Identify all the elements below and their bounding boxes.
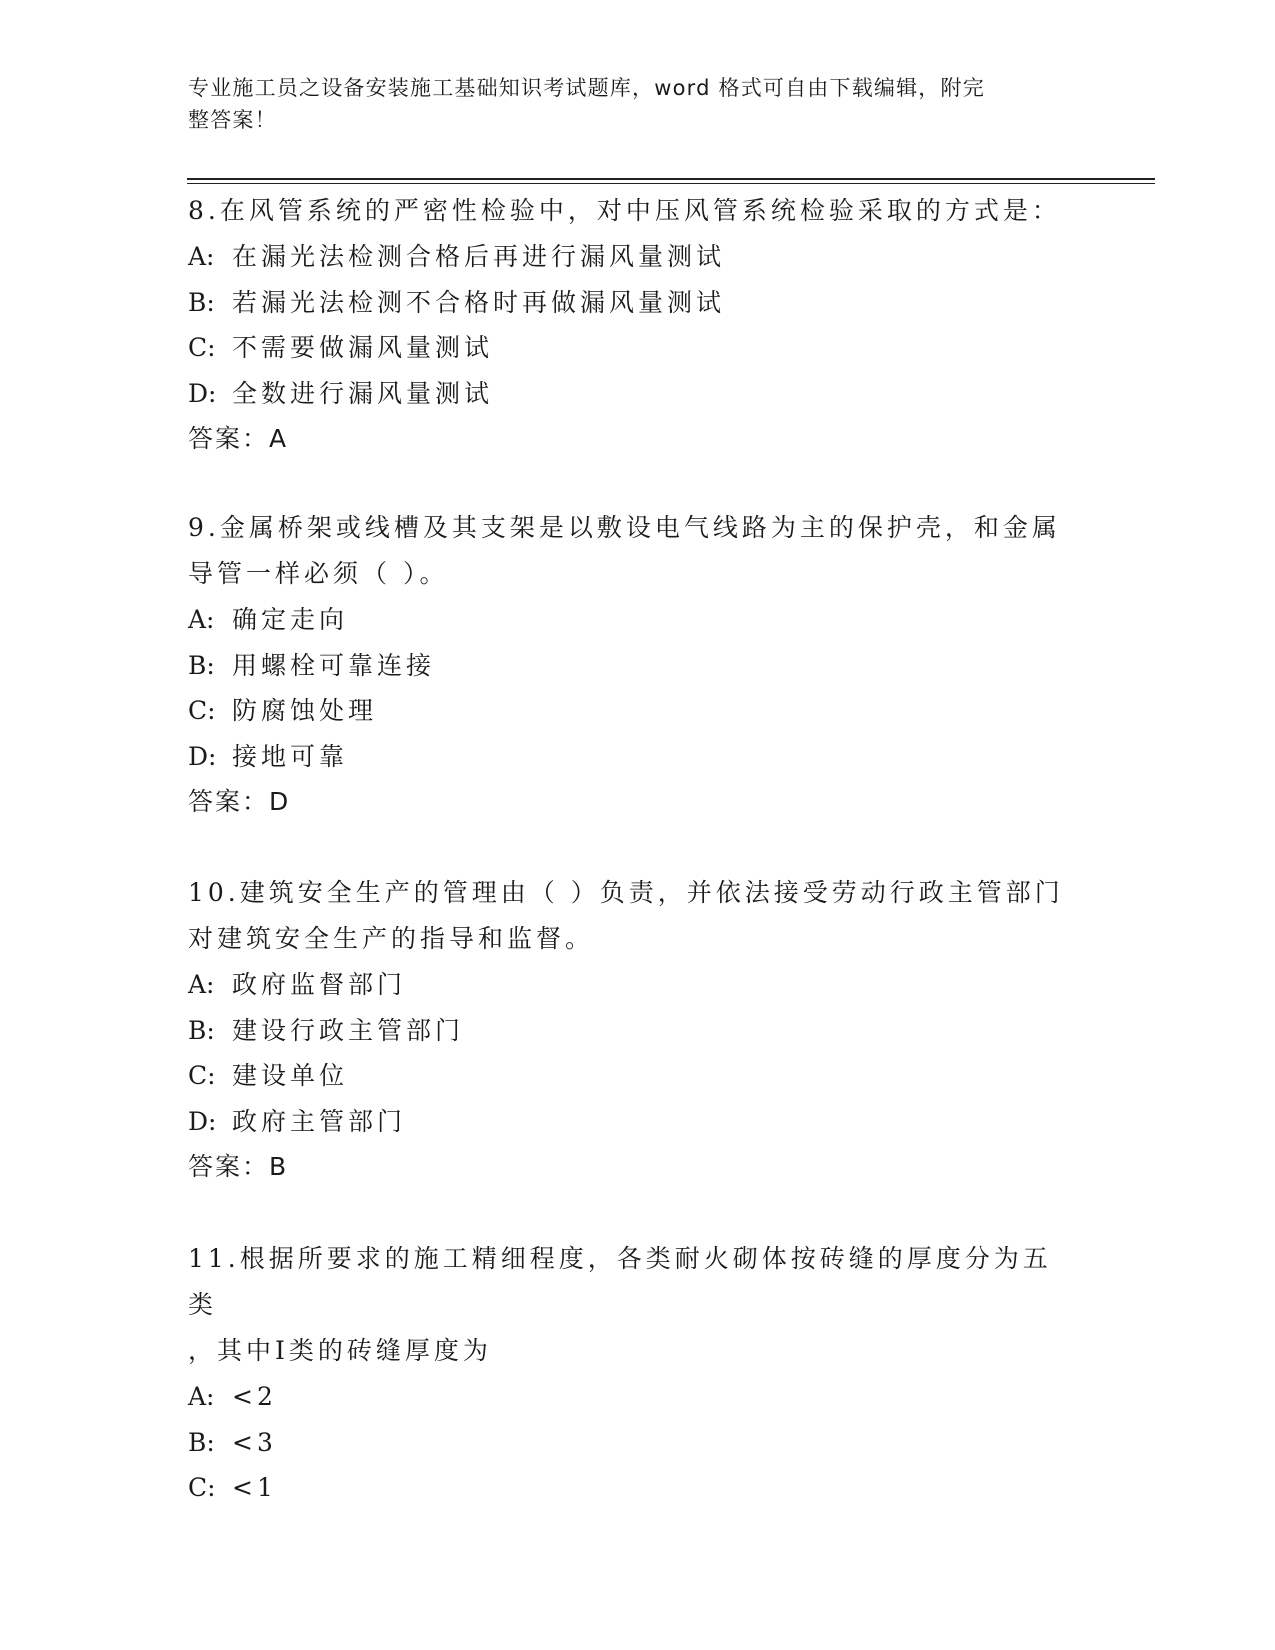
option-letter: C: bbox=[188, 1473, 216, 1502]
option-text: 若漏光法检测不合格时再做漏风量测试 bbox=[232, 287, 726, 317]
option-text: <1 bbox=[232, 1473, 277, 1502]
option-b bbox=[188, 643, 1078, 689]
option-d bbox=[188, 371, 1078, 417]
question-stem-line-2: 导管一样必须（ ）。 bbox=[188, 559, 449, 588]
option-letter: C: bbox=[188, 333, 216, 362]
option-text: 防腐蚀处理 bbox=[232, 696, 378, 725]
option-letter: A: bbox=[188, 1382, 215, 1411]
option-letter: A: bbox=[188, 970, 215, 999]
option-text: 全数进行漏风量测试 bbox=[232, 378, 494, 408]
option-b bbox=[188, 280, 1078, 326]
header-divider-thin bbox=[187, 183, 1155, 184]
option-letter: D: bbox=[188, 741, 217, 771]
option-a bbox=[188, 234, 1078, 280]
option-a bbox=[188, 962, 1078, 1008]
option-text: 建设单位 bbox=[232, 1061, 349, 1090]
answer-line: 答案：B bbox=[188, 1152, 289, 1181]
question-8 bbox=[188, 188, 1078, 462]
option-letter: D: bbox=[188, 1106, 217, 1136]
question-stem: 8.在风管系统的严密性检验中，对中压风管系统检验采取的方式是： bbox=[188, 196, 1061, 225]
answer-line: 答案：A bbox=[188, 424, 289, 453]
option-a bbox=[188, 597, 1078, 643]
header-line-2: 整答案！ bbox=[188, 108, 277, 132]
option-b bbox=[188, 1420, 1078, 1466]
option-letter: A: bbox=[188, 242, 215, 271]
option-b bbox=[188, 1008, 1078, 1054]
option-c bbox=[188, 1053, 1078, 1099]
option-text: 政府主管部门 bbox=[232, 1106, 407, 1136]
option-text: 建设行政主管部门 bbox=[232, 1015, 465, 1045]
option-text: 不需要做漏风量测试 bbox=[232, 333, 494, 362]
option-c bbox=[188, 688, 1078, 734]
question-stem-line-1: 10.建筑安全生产的管理由（ ）负责，并依法接受劳动行政主管部门 bbox=[188, 878, 1064, 907]
question-stem-line-1: 11.根据所要求的施工精细程度，各类耐火砌体按砖缝的厚度分为五类 bbox=[188, 1244, 1052, 1319]
option-a bbox=[188, 1374, 1078, 1420]
option-letter: B: bbox=[188, 650, 215, 680]
option-text: 用螺栓可靠连接 bbox=[232, 650, 436, 680]
option-letter: D: bbox=[188, 378, 217, 408]
question-9 bbox=[188, 505, 1078, 825]
option-c bbox=[188, 1465, 1078, 1511]
option-text: 政府监督部门 bbox=[232, 970, 407, 999]
option-text: 确定走向 bbox=[232, 605, 349, 634]
option-text: 接地可靠 bbox=[232, 741, 349, 771]
option-letter: C: bbox=[188, 696, 216, 725]
question-stem-line-1: 9.金属桥架或线槽及其支架是以敷设电气线路为主的保护壳，和金属 bbox=[188, 513, 1061, 542]
header-line-1: 专业施工员之设备安装施工基础知识考试题库，word 格式可自由下载编辑，附完 bbox=[188, 76, 985, 100]
option-letter: A: bbox=[188, 605, 215, 634]
document-header bbox=[188, 72, 1068, 136]
option-letter: C: bbox=[188, 1061, 216, 1090]
option-text: 在漏光法检测合格后再进行漏风量测试 bbox=[232, 242, 726, 271]
question-11 bbox=[188, 1236, 1078, 1511]
option-letter: B: bbox=[188, 1427, 215, 1457]
option-d bbox=[188, 1099, 1078, 1145]
option-text: <3 bbox=[232, 1427, 277, 1457]
option-d bbox=[188, 734, 1078, 780]
option-letter: B: bbox=[188, 1015, 215, 1045]
question-stem-line-2: ，其中Ⅰ类的砖缝厚度为 bbox=[188, 1336, 492, 1365]
option-letter: B: bbox=[188, 287, 215, 317]
question-stem-line-2: 对建筑安全生产的指导和监督。 bbox=[188, 924, 595, 953]
option-text: <2 bbox=[232, 1382, 277, 1411]
option-c bbox=[188, 325, 1078, 371]
question-10 bbox=[188, 870, 1078, 1190]
answer-line: 答案：D bbox=[188, 787, 291, 816]
header-divider-thick bbox=[187, 178, 1155, 180]
